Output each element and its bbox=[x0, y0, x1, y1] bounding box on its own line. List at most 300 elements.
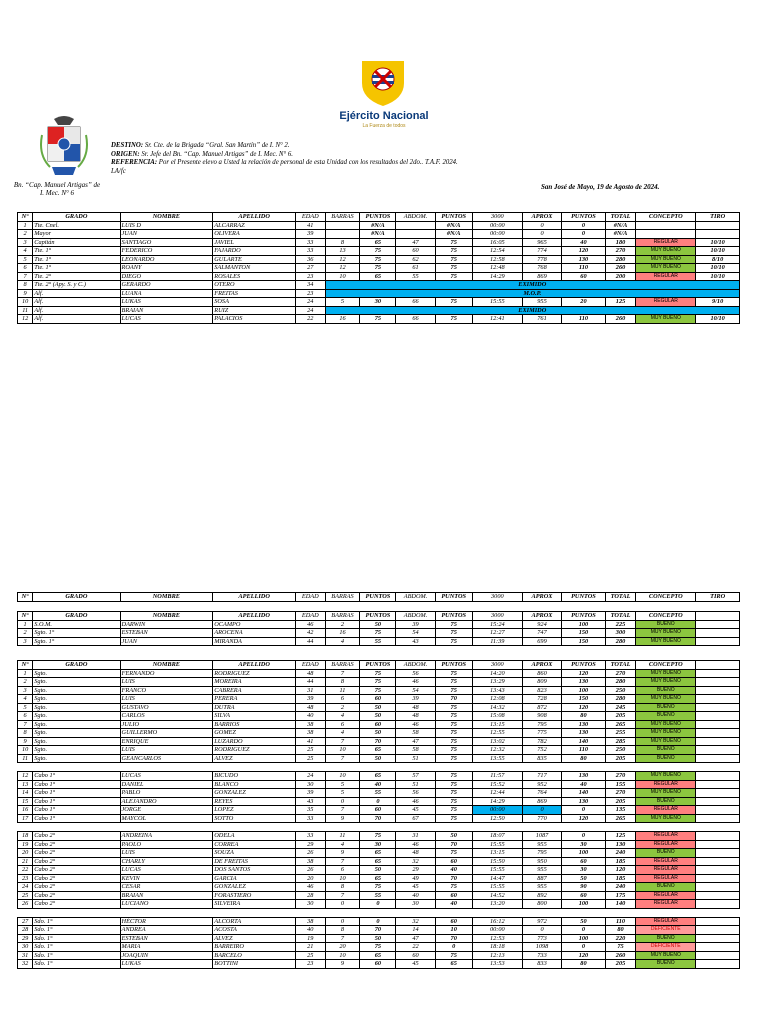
table-cell: 15:55 bbox=[472, 840, 522, 849]
table-cell: 15:55 bbox=[472, 298, 522, 307]
table-cell: 35 bbox=[296, 806, 325, 815]
table-cell: GEANCARLOS bbox=[120, 754, 213, 763]
table-cell: 747 bbox=[522, 629, 561, 638]
column-header: GRADO bbox=[33, 612, 120, 621]
table-row bbox=[18, 221, 740, 230]
table-cell: 100 bbox=[562, 900, 606, 909]
table-cell: 47 bbox=[396, 934, 435, 943]
table-row bbox=[18, 629, 740, 638]
table-cell: 14:52 bbox=[472, 891, 522, 900]
table-cell: Sgto. bbox=[33, 669, 120, 678]
table-cell: 75 bbox=[360, 883, 396, 892]
table-cell: 48 bbox=[396, 712, 435, 721]
table-cell: ROANY bbox=[120, 264, 213, 273]
table-cell: 50 bbox=[562, 917, 606, 926]
table-cell: 75 bbox=[435, 272, 472, 281]
table-cell: 13:53 bbox=[472, 960, 522, 969]
table-cell: 75 bbox=[435, 772, 472, 781]
table-cell: 4 bbox=[325, 712, 360, 721]
table-row bbox=[18, 891, 740, 900]
table-cell: 265 bbox=[605, 720, 636, 729]
table-cell: 140 bbox=[562, 789, 606, 798]
table-cell: 4 bbox=[325, 729, 360, 738]
column-header: N° bbox=[18, 661, 33, 670]
table-row bbox=[18, 289, 740, 298]
table-cell: 120 bbox=[562, 814, 606, 823]
column-header: GRADO bbox=[33, 213, 120, 222]
table-cell: 110 bbox=[562, 746, 606, 755]
column-header: BARRAS bbox=[325, 612, 360, 621]
table-cell: 1098 bbox=[522, 943, 561, 952]
table-cell bbox=[696, 866, 740, 875]
table-cell: 24 bbox=[296, 298, 325, 307]
table-cell: 46 bbox=[296, 620, 325, 629]
table-cell: LUKAS bbox=[120, 298, 213, 307]
table-cell: RODRIGUEZ bbox=[213, 746, 296, 755]
concept-badge: BUENO bbox=[636, 883, 696, 892]
table-cell: 8 bbox=[325, 926, 360, 935]
table-cell: 30 bbox=[396, 900, 435, 909]
table-cell: 49 bbox=[396, 874, 435, 883]
table-cell: 10/10 bbox=[696, 315, 740, 324]
table-row bbox=[18, 669, 740, 678]
table-cell: 13:15 bbox=[472, 720, 522, 729]
table-cell: 75 bbox=[360, 669, 396, 678]
table-cell: 4 bbox=[18, 247, 33, 256]
table-row bbox=[18, 264, 740, 273]
column-header: N° bbox=[18, 593, 33, 602]
table-row bbox=[18, 789, 740, 798]
column-header: PUNTOS bbox=[562, 213, 606, 222]
table-cell: 23 bbox=[296, 960, 325, 969]
table-cell: 0 bbox=[562, 926, 606, 935]
concept-badge: MUY BUENO bbox=[636, 737, 696, 746]
table-cell: 869 bbox=[522, 797, 561, 806]
table-row bbox=[18, 272, 740, 281]
table-cell: 55 bbox=[360, 637, 396, 646]
table-cell: 4 bbox=[325, 637, 360, 646]
table-cell: 12:32 bbox=[472, 746, 522, 755]
table-cell: ANDREINA bbox=[120, 832, 213, 841]
table-cell bbox=[696, 806, 740, 815]
spacer bbox=[18, 823, 740, 832]
table-cell: JOAQUIN bbox=[120, 951, 213, 960]
header-row bbox=[18, 661, 740, 670]
table-cell bbox=[696, 678, 740, 687]
table-cell bbox=[696, 891, 740, 900]
table-cell: DANIEL bbox=[120, 780, 213, 789]
table-cell: 4 bbox=[18, 695, 33, 704]
table-cell: Cabo 1° bbox=[33, 780, 120, 789]
table-cell: JAVIEL bbox=[213, 238, 296, 247]
table-cell: 39 bbox=[296, 230, 325, 239]
table-cell: 8 bbox=[325, 883, 360, 892]
table-cell: LEONARDO bbox=[120, 255, 213, 264]
column-header: GRADO bbox=[33, 661, 120, 670]
table-cell: 2 bbox=[18, 678, 33, 687]
table-cell: Alf. bbox=[33, 298, 120, 307]
table-cell: 29 bbox=[296, 840, 325, 849]
table-cell: GUSTAVO bbox=[120, 703, 213, 712]
table-cell: Cabo 2° bbox=[33, 857, 120, 866]
table-cell: DE FREITAS bbox=[213, 857, 296, 866]
table-cell: 15:24 bbox=[472, 620, 522, 629]
table-cell: 778 bbox=[522, 255, 561, 264]
table-cell: 39 bbox=[296, 789, 325, 798]
table-cell bbox=[325, 230, 360, 239]
table-cell: 16 bbox=[325, 315, 360, 324]
table-cell: MARIA bbox=[120, 943, 213, 952]
table-cell: 924 bbox=[522, 620, 561, 629]
concept-badge: REGULAR bbox=[636, 806, 696, 815]
table-cell: 150 bbox=[562, 695, 606, 704]
table-cell: 8/10 bbox=[696, 255, 740, 264]
table-cell: 22 bbox=[396, 943, 435, 952]
concept-badge: MUY BUENO bbox=[636, 637, 696, 646]
column-header: APELLIDO bbox=[213, 213, 296, 222]
table-cell: Alf. bbox=[33, 315, 120, 324]
table-cell: 38 bbox=[296, 917, 325, 926]
table-cell: 833 bbox=[522, 960, 561, 969]
table-cell bbox=[696, 712, 740, 721]
table-cell: 40 bbox=[396, 891, 435, 900]
table-cell: OLIVERA bbox=[213, 230, 296, 239]
table-cell: 752 bbox=[522, 746, 561, 755]
table-cell: 45 bbox=[396, 960, 435, 969]
concept-badge bbox=[636, 230, 696, 239]
table-row bbox=[18, 729, 740, 738]
table-cell: 12:58 bbox=[472, 255, 522, 264]
table-cell: 39 bbox=[396, 620, 435, 629]
table-cell: 11 bbox=[18, 306, 33, 315]
initials: LA/fc bbox=[111, 167, 126, 175]
table-cell: 5 bbox=[18, 255, 33, 264]
unit-name: Bn. “Cap. Manuel Artigas” de I. Mec. N° 6 bbox=[13, 181, 101, 197]
table-row bbox=[18, 315, 740, 324]
table-cell: 17 bbox=[18, 814, 33, 823]
table-cell bbox=[696, 926, 740, 935]
table-cell: 100 bbox=[562, 686, 606, 695]
table-cell: 300 bbox=[605, 629, 636, 638]
column-header: ABDOM. bbox=[396, 593, 435, 602]
table-cell: 12:44 bbox=[472, 789, 522, 798]
table-cell: LUIS bbox=[120, 746, 213, 755]
table-cell bbox=[696, 934, 740, 943]
table-cell: 39 bbox=[396, 695, 435, 704]
table-cell: Cabo 1° bbox=[33, 797, 120, 806]
concept-badge: MUY BUENO bbox=[636, 264, 696, 273]
table-cell: 18 bbox=[18, 832, 33, 841]
table-cell: AROCENA bbox=[213, 629, 296, 638]
table-cell: 33 bbox=[296, 814, 325, 823]
concept-badge: MUY BUENO bbox=[636, 315, 696, 324]
table-cell: 75 bbox=[360, 315, 396, 324]
table-cell: 75 bbox=[435, 789, 472, 798]
table-cell: 15:55 bbox=[472, 866, 522, 875]
concept-badge: MUY BUENO bbox=[636, 255, 696, 264]
table-cell: 75 bbox=[435, 629, 472, 638]
column-header: TOTAL bbox=[605, 661, 636, 670]
table-cell: 265 bbox=[605, 814, 636, 823]
table-cell: BRAIAN bbox=[120, 306, 213, 315]
table-cell: Sdo. 1° bbox=[33, 926, 120, 935]
table-cell: LUIS bbox=[120, 849, 213, 858]
table-cell: 11:57 bbox=[472, 772, 522, 781]
table-cell: 13:20 bbox=[472, 900, 522, 909]
table-cell: ACOSTA bbox=[213, 926, 296, 935]
table-cell: 32 bbox=[18, 960, 33, 969]
table-cell: LUANA bbox=[120, 289, 213, 298]
table-cell: 51 bbox=[396, 754, 435, 763]
table-cell: Cabo 2° bbox=[33, 900, 120, 909]
table-cell bbox=[696, 729, 740, 738]
table-cell: 75 bbox=[435, 678, 472, 687]
table-cell: BRAIAN bbox=[120, 891, 213, 900]
concept-badge: MUY BUENO bbox=[636, 629, 696, 638]
concept-badge: BUENO bbox=[636, 620, 696, 629]
table-cell: 65 bbox=[360, 857, 396, 866]
table-row bbox=[18, 238, 740, 247]
column-header: APELLIDO bbox=[213, 612, 296, 621]
table-cell: 50 bbox=[360, 754, 396, 763]
table-cell: 33 bbox=[296, 832, 325, 841]
table-cell: 75 bbox=[435, 255, 472, 264]
table-cell: ALCORTA bbox=[213, 917, 296, 926]
column-header: BARRAS bbox=[325, 213, 360, 222]
table-cell: 10 bbox=[325, 772, 360, 781]
table-cell: 950 bbox=[522, 857, 561, 866]
table-cell: Mayor bbox=[33, 230, 120, 239]
table-cell: 45 bbox=[396, 806, 435, 815]
table-cell bbox=[696, 221, 740, 230]
table-cell: 24 bbox=[296, 772, 325, 781]
table-cell: GARCIA bbox=[213, 874, 296, 883]
concept-badge bbox=[636, 221, 696, 230]
table-cell: 908 bbox=[522, 712, 561, 721]
table-cell: 41 bbox=[296, 221, 325, 230]
table-cell: 0 bbox=[562, 221, 606, 230]
table-cell: 2 bbox=[18, 629, 33, 638]
table-cell: 75 bbox=[360, 832, 396, 841]
table-cell: 12:55 bbox=[472, 729, 522, 738]
table-cell bbox=[696, 832, 740, 841]
table-cell: 47 bbox=[396, 238, 435, 247]
column-header: PUNTOS bbox=[360, 661, 396, 670]
table-row bbox=[18, 620, 740, 629]
table-cell: 0 bbox=[562, 806, 606, 815]
table-cell bbox=[696, 637, 740, 646]
table-cell: 972 bbox=[522, 917, 561, 926]
table-cell: 835 bbox=[522, 754, 561, 763]
concept-badge: REGULAR bbox=[636, 874, 696, 883]
table-cell: 25 bbox=[296, 754, 325, 763]
table-cell: 80 bbox=[562, 754, 606, 763]
table-cell: PERERA bbox=[213, 695, 296, 704]
table-cell: 8 bbox=[18, 281, 33, 290]
table-row bbox=[18, 754, 740, 763]
table-cell: 9 bbox=[325, 849, 360, 858]
column-header: PUNTOS bbox=[562, 593, 606, 602]
concept-badge: BUENO bbox=[636, 703, 696, 712]
column-header: GRADO bbox=[33, 593, 120, 602]
table-row bbox=[18, 797, 740, 806]
table-cell: OCAMPO bbox=[213, 620, 296, 629]
table-cell: Cabo 1° bbox=[33, 772, 120, 781]
table-cell: SOUZA bbox=[213, 849, 296, 858]
table-cell: 75 bbox=[435, 797, 472, 806]
table-cell: 110 bbox=[562, 264, 606, 273]
table-cell: 12:27 bbox=[472, 629, 522, 638]
table-cell: 1087 bbox=[522, 832, 561, 841]
table-cell: PALACIOS bbox=[213, 315, 296, 324]
column-header: 3000 bbox=[472, 612, 522, 621]
table-cell: 270 bbox=[605, 789, 636, 798]
table-cell: 10 bbox=[325, 746, 360, 755]
table-cell: 65 bbox=[360, 272, 396, 281]
table-cell: Sgto. bbox=[33, 754, 120, 763]
table-cell: 14:20 bbox=[472, 669, 522, 678]
date-line: San José de Mayo, 19 de Agosto de 2024. bbox=[541, 183, 660, 191]
table-cell: 75 bbox=[360, 247, 396, 256]
table-cell: 3 bbox=[18, 686, 33, 695]
concept-badge: REGULAR bbox=[636, 866, 696, 875]
table-cell: 60 bbox=[396, 951, 435, 960]
table-cell: 16:05 bbox=[472, 238, 522, 247]
table-cell: 225 bbox=[605, 620, 636, 629]
table-cell: 10 bbox=[325, 874, 360, 883]
table-cell: 75 bbox=[435, 703, 472, 712]
table-cell: 75 bbox=[360, 686, 396, 695]
table-cell: 717 bbox=[522, 772, 561, 781]
table-cell: 0 bbox=[325, 900, 360, 909]
table-cell: KEVIN bbox=[120, 874, 213, 883]
table-cell: 13:29 bbox=[472, 678, 522, 687]
table-cell: 823 bbox=[522, 686, 561, 695]
table-cell: 200 bbox=[605, 272, 636, 281]
table-cell: 768 bbox=[522, 264, 561, 273]
table-cell: Sgto. bbox=[33, 720, 120, 729]
table-cell: 10/10 bbox=[696, 272, 740, 281]
table-cell: 00:00 bbox=[472, 806, 522, 815]
table-row bbox=[18, 832, 740, 841]
column-header: PUNTOS bbox=[360, 593, 396, 602]
table-cell: #N/A bbox=[605, 221, 636, 230]
column-header: NOMBRE bbox=[120, 612, 213, 621]
table-cell: 75 bbox=[435, 737, 472, 746]
column-header: PUNTOS bbox=[360, 612, 396, 621]
table-cell: 140 bbox=[605, 900, 636, 909]
table-cell: MIRANDA bbox=[213, 637, 296, 646]
table-cell: CABRERA bbox=[213, 686, 296, 695]
table-cell: 20 bbox=[325, 943, 360, 952]
table-cell: ODELA bbox=[213, 832, 296, 841]
table-cell: 761 bbox=[522, 315, 561, 324]
table-cell: #N/A bbox=[605, 230, 636, 239]
table-cell: ALCARRAZ bbox=[213, 221, 296, 230]
table-cell: DARWIN bbox=[120, 620, 213, 629]
referencia-text: Por el Presente elevo a Usted la relación de personal de esta Unidad con los resultados del 2do.. T.A.F. 2024. bbox=[158, 159, 458, 167]
table-cell: 70 bbox=[435, 874, 472, 883]
column-header: 3000 bbox=[472, 593, 522, 602]
table-cell: 260 bbox=[605, 951, 636, 960]
table-cell: 809 bbox=[522, 678, 561, 687]
unit-coat-of-arms-icon bbox=[40, 115, 88, 177]
table-cell: 75 bbox=[435, 746, 472, 755]
column-header bbox=[696, 661, 740, 670]
table-cell: 60 bbox=[396, 247, 435, 256]
table-cell: 260 bbox=[605, 315, 636, 324]
table-row bbox=[18, 849, 740, 858]
table-row bbox=[18, 298, 740, 307]
table-cell: CARLOS bbox=[120, 712, 213, 721]
table-cell: 50 bbox=[360, 703, 396, 712]
table-cell: 51 bbox=[396, 780, 435, 789]
table-cell: 55 bbox=[396, 272, 435, 281]
table-cell: HÉCTOR bbox=[120, 917, 213, 926]
table-cell: 65 bbox=[360, 746, 396, 755]
table-row bbox=[18, 900, 740, 909]
table-cell: 54 bbox=[396, 629, 435, 638]
table-cell: 860 bbox=[522, 669, 561, 678]
column-header: 3000 bbox=[472, 213, 522, 222]
table-cell: 150 bbox=[562, 629, 606, 638]
table-cell: Cabo 1° bbox=[33, 789, 120, 798]
table-cell: 100 bbox=[562, 620, 606, 629]
table-cell bbox=[696, 754, 740, 763]
concept-badge: REGULAR bbox=[636, 832, 696, 841]
table-cell: 10/10 bbox=[696, 238, 740, 247]
table-cell: 9 bbox=[18, 737, 33, 746]
table-cell: 0 bbox=[435, 943, 472, 952]
table-cell: 3 bbox=[18, 637, 33, 646]
table-cell: 10 bbox=[18, 298, 33, 307]
table-cell: Tte. Cnel. bbox=[33, 221, 120, 230]
table-cell: 75 bbox=[605, 943, 636, 952]
table-cell: 0 bbox=[360, 917, 396, 926]
table-cell: Sdo. 1° bbox=[33, 943, 120, 952]
table-cell: CORREA bbox=[213, 840, 296, 849]
table-cell: 0 bbox=[325, 797, 360, 806]
status-span: EXIMIDO bbox=[325, 306, 739, 315]
table-cell: 1 bbox=[18, 221, 33, 230]
table-cell: 75 bbox=[435, 780, 472, 789]
table-cell: 955 bbox=[522, 298, 561, 307]
table-cell: 14:32 bbox=[472, 703, 522, 712]
table-cell: #N/A bbox=[360, 221, 396, 230]
table-cell: GONZALEZ bbox=[213, 789, 296, 798]
table-row bbox=[18, 255, 740, 264]
table-cell: 40 bbox=[296, 712, 325, 721]
column-header: BARRAS bbox=[325, 661, 360, 670]
table-cell: 0 bbox=[562, 943, 606, 952]
table-cell: 62 bbox=[396, 255, 435, 264]
table-cell: 75 bbox=[435, 298, 472, 307]
column-header: EDAD bbox=[296, 593, 325, 602]
table-row bbox=[18, 840, 740, 849]
table-cell: 245 bbox=[605, 703, 636, 712]
table-cell: 40 bbox=[562, 780, 606, 789]
table-cell: 270 bbox=[605, 247, 636, 256]
table-cell bbox=[696, 943, 740, 952]
table-cell: DOS SANTOS bbox=[213, 866, 296, 875]
table-cell: 38 bbox=[296, 720, 325, 729]
table-cell: 65 bbox=[360, 951, 396, 960]
table-cell bbox=[696, 686, 740, 695]
table-cell: 32 bbox=[396, 917, 435, 926]
table-cell: BARCELO bbox=[213, 951, 296, 960]
table-cell: 43 bbox=[296, 797, 325, 806]
column-header: APROX bbox=[522, 661, 561, 670]
